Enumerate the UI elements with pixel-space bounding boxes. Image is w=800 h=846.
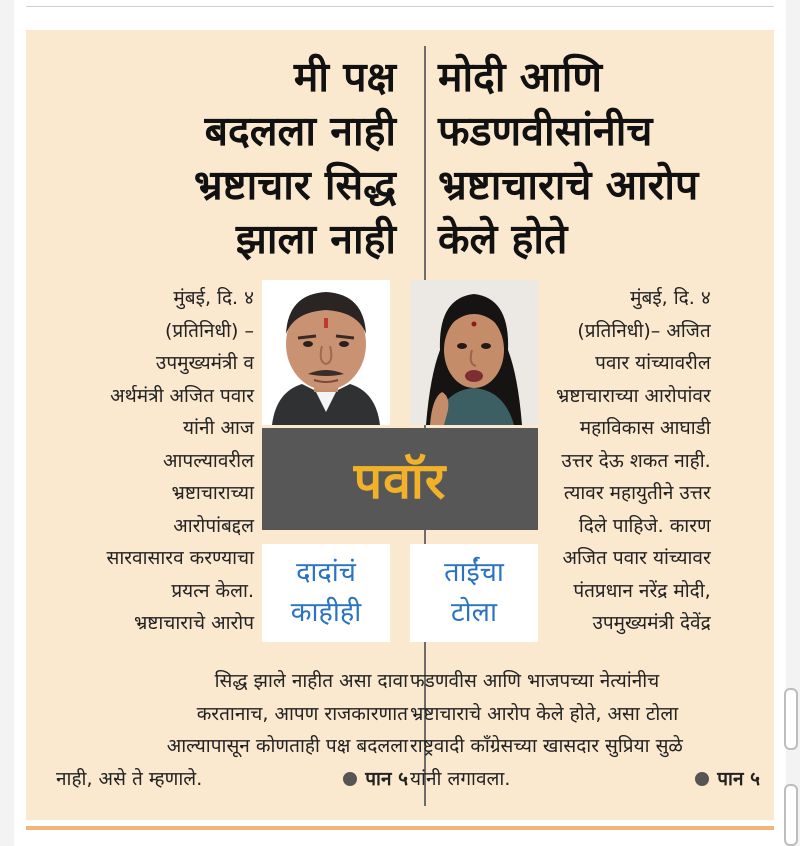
body-line: आपल्यावरील <box>163 449 254 472</box>
body-line: उपमुख्यमंत्री व <box>155 352 254 374</box>
body-line: दिले पाहिजे. कारण <box>578 514 711 537</box>
body-line: मुंबई, दि. ४ <box>173 287 254 309</box>
scroll-handle-upper[interactable] <box>784 688 798 750</box>
headline-line: भ्रष्टाचाराचे आरोप <box>438 161 699 209</box>
left-page-reference <box>343 763 408 796</box>
body-row <box>56 698 408 731</box>
body-line: आरोपांबद्दल <box>173 514 254 537</box>
headline-line: फडणवीसांनीच <box>438 107 653 155</box>
body-line: भ्रष्टाचाराचे आरोप <box>133 612 254 634</box>
right-margin <box>786 0 800 846</box>
bullet-icon <box>343 772 357 786</box>
scroll-handle-lower[interactable] <box>784 784 798 846</box>
portrait-man-photo <box>262 280 390 425</box>
body-row <box>410 698 760 731</box>
body-line: उपमुख्यमंत्री देवेंद्र <box>592 612 711 634</box>
body-line: करतानाच, आपण राजकारणात <box>196 702 408 725</box>
body-line: यांनी आज <box>183 417 254 439</box>
body-line: राष्ट्रवादी काँग्रेसच्या खासदार सुप्रिया सुळे <box>410 735 683 757</box>
body-line: सिद्ध झाले नाहीत असा दावा <box>214 670 408 692</box>
body-row <box>56 763 408 796</box>
body-line: पवार यांच्यावरील <box>595 352 711 374</box>
body-line: प्रयत्न केला. <box>171 579 254 602</box>
body-row <box>410 730 760 763</box>
portrait-man-icon <box>262 280 390 425</box>
portrait-woman-photo <box>410 280 538 425</box>
tag-line: दादांचं <box>296 557 356 588</box>
body-line: भ्रष्टाचाराच्या <box>171 482 254 504</box>
body-row <box>410 763 760 796</box>
body-line: पंतप्रधान नरेंद्र मोदी, <box>573 579 711 602</box>
right-body-wide <box>410 665 760 795</box>
page-ref-label: पान ५ <box>365 767 408 790</box>
right-page-reference <box>695 763 760 796</box>
body-line: अजित पवार यांच्यावर <box>562 547 711 569</box>
headline-line: मोदी आणि <box>438 53 602 101</box>
body-line: भ्रष्टाचाराचे आरोप केले होते, असा टोला <box>410 702 679 725</box>
brand-box <box>262 428 538 530</box>
left-margin <box>0 0 14 846</box>
body-line: महाविकास आघाडी <box>579 417 711 439</box>
body-line: उत्तर देऊ शकत नाही. <box>561 449 711 472</box>
headline-line: बदलला नाही <box>204 107 396 155</box>
body-row <box>56 730 408 763</box>
right-body-column <box>556 282 711 640</box>
body-line: त्यावर महायुतीने उत्तर <box>563 482 711 504</box>
body-line: (प्रतिनिधी)– अजित <box>577 319 711 342</box>
body-row <box>56 665 408 698</box>
left-headline <box>194 50 396 266</box>
tag-line: टोला <box>451 597 497 628</box>
right-story-tag <box>410 544 538 642</box>
body-line: भ्रष्टाचाराच्या आरोपांवर <box>556 384 711 407</box>
body-line: आल्यापासून कोणताही पक्ष बदलला <box>166 735 408 757</box>
left-body-wide <box>56 665 408 795</box>
headline-line: मी पक्ष <box>293 53 396 101</box>
newspaper-clipping <box>26 30 774 820</box>
body-line: सारवासारव करण्याचा <box>106 547 254 569</box>
headline-line: केले होते <box>438 215 568 263</box>
brand-title: पवॉर <box>353 452 447 510</box>
left-story-tag <box>262 544 390 642</box>
tag-line: काहीही <box>290 597 362 628</box>
top-rule <box>26 0 774 7</box>
body-line: (प्रतिनिधी) – <box>165 319 254 342</box>
bottom-rule <box>26 826 774 830</box>
left-body-column <box>107 282 254 640</box>
bullet-icon <box>695 772 709 786</box>
body-row <box>410 665 760 698</box>
portrait-woman-icon <box>410 280 538 425</box>
body-line: मुंबई, दि. ४ <box>630 287 711 309</box>
body-line: यांनी लगावला. <box>410 767 511 790</box>
headline-line: भ्रष्टाचार सिद्ध <box>193 161 396 209</box>
body-line: नाही, असे ते म्हणाले. <box>56 767 203 790</box>
body-line: अर्थमंत्री अजित पवार <box>110 384 254 407</box>
right-headline <box>438 50 698 266</box>
tag-line: ताईंचा <box>444 557 504 588</box>
headline-line: झाला नाही <box>235 215 396 263</box>
page-ref-label: पान ५ <box>717 767 760 790</box>
body-line: फडणवीस आणि भाजपच्या नेत्यांनीच <box>410 670 660 692</box>
